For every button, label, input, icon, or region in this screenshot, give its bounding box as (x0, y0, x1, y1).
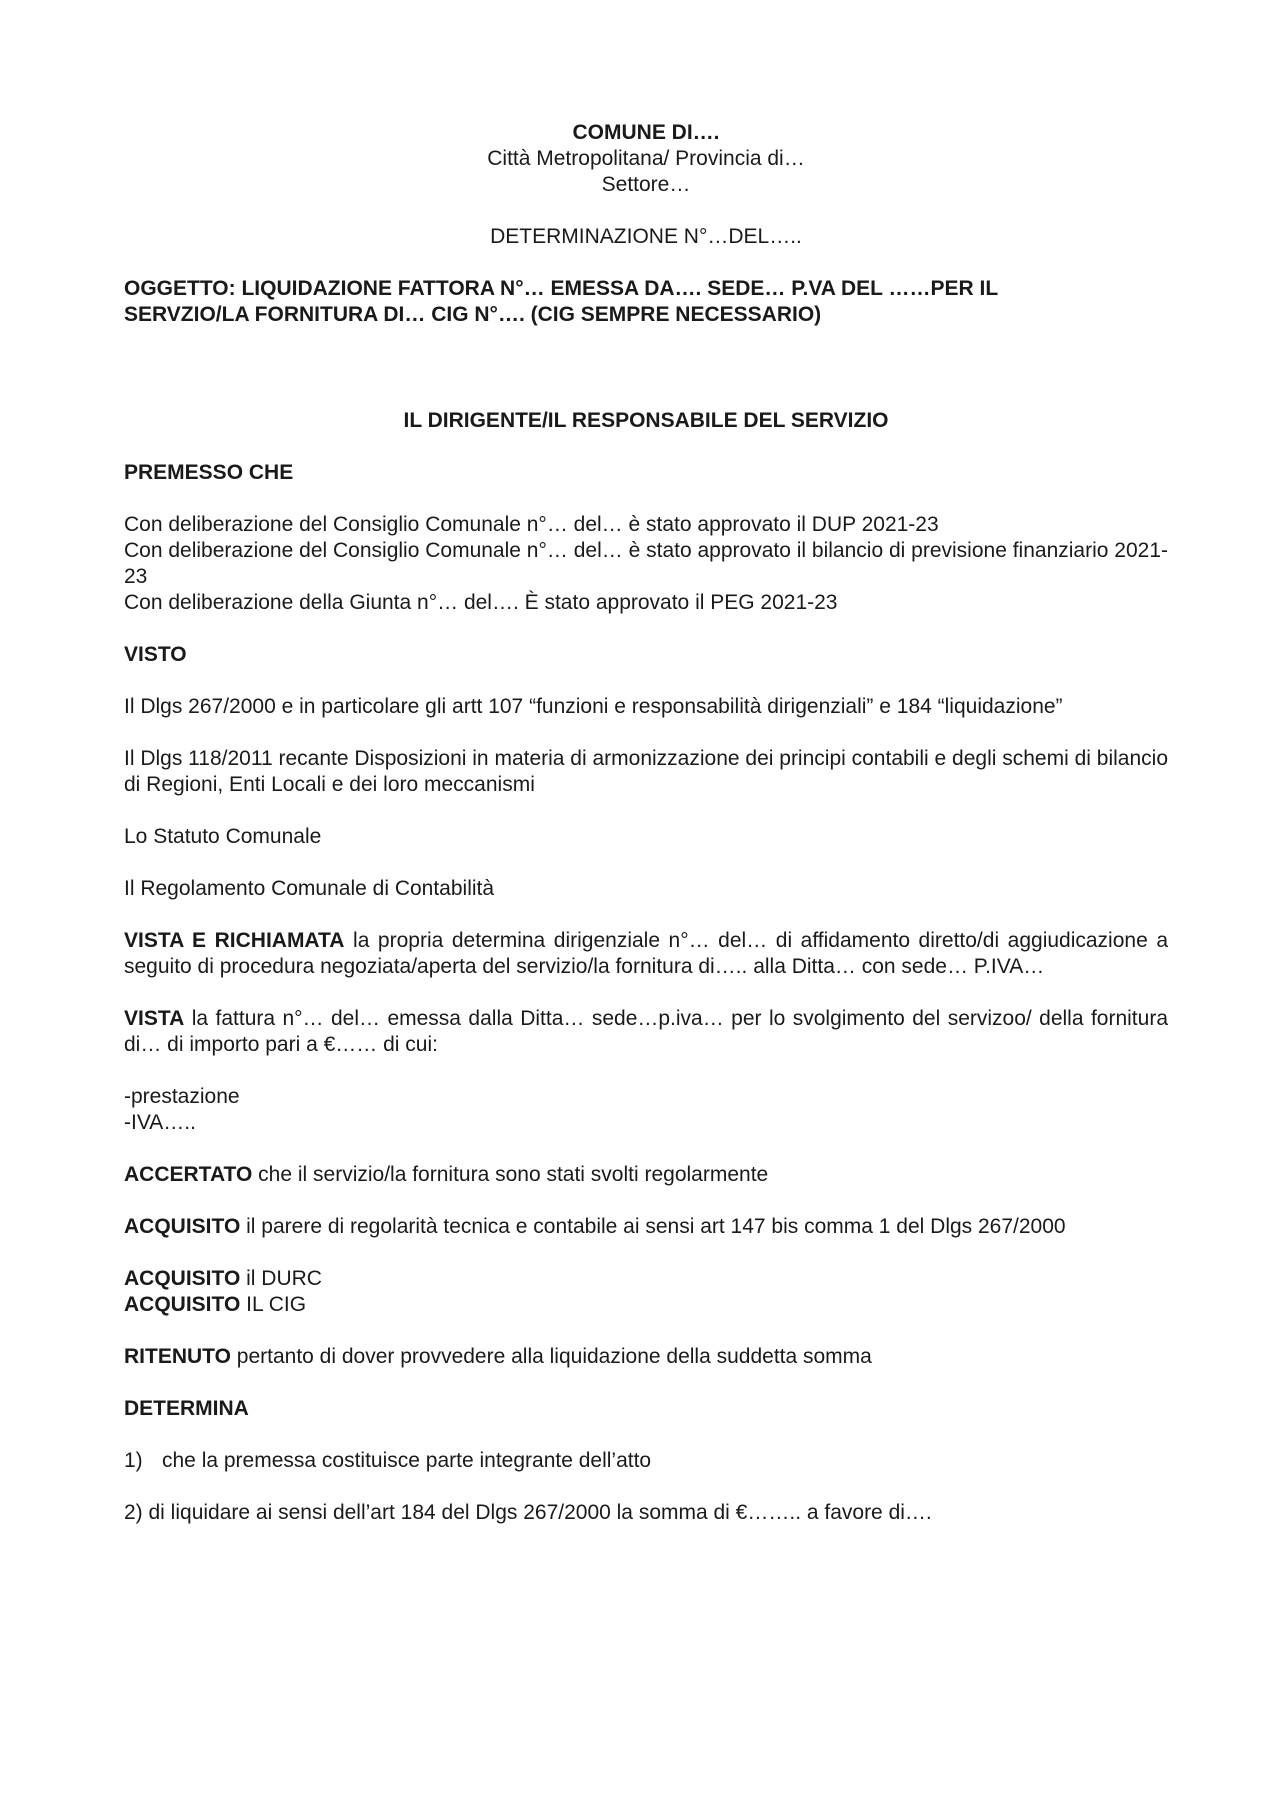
acquisito-cig-label: ACQUISITO (124, 1293, 241, 1316)
oggetto-line-2: SERVZIO/LA FORNITURA DI… CIG N°…. (CIG SEMPRE NECESSARIO) (124, 303, 822, 326)
vista-richiamata-label: VISTA E RICHIAMATA (124, 929, 345, 952)
vista-richiamata-text: la propria determina dirigenziale n°… del… di affidamento diretto/di aggiudicazione a seguito di procedura negoziata/aperta del servizio/la fornitura di….. alla Ditta… con sede… P.IVA… (124, 929, 1168, 978)
determina-item-1 (124, 1448, 1168, 1474)
breakdown-line-2: -IVA….. (124, 1111, 196, 1134)
acquisito-parere-paragraph (124, 1214, 1168, 1240)
acquisito-parere-text: il parere di regolarità tecnica e contabile ai sensi art 147 bis comma 1 del Dlgs 267/2000 (240, 1215, 1066, 1238)
provincia-line: Città Metropolitana/ Provincia di… (487, 147, 805, 170)
determina-item-1-number: 1) (124, 1449, 143, 1472)
vista-text: la fattura n°… del… emessa dalla Ditta… sede…p.iva… per lo svolgimento del servizoo/ della fornitura di… di importo pari a €…… di cui: (124, 1007, 1168, 1056)
ritenuto-paragraph (124, 1344, 1168, 1370)
premesso-line-1: Con deliberazione del Consiglio Comunale n°… del… è stato approvato il DUP 2021-23 (124, 513, 939, 536)
document-page (124, 120, 1168, 1526)
acquisito-durc-line (124, 1266, 1168, 1292)
accertato-paragraph (124, 1162, 1168, 1188)
visto-paragraph-1: Il Dlgs 267/2000 e in particolare gli artt 107 “funzioni e responsabilità dirigenziali” e 184 “liquidazione” (124, 695, 1063, 718)
determina-item-2: 2) di liquidare ai sensi dell’art 184 del Dlgs 267/2000 la somma di €…….. a favore di…. (124, 1501, 932, 1524)
determina-heading: DETERMINA (124, 1397, 249, 1420)
premesso-line-2: Con deliberazione del Consiglio Comunale n°… del… è stato approvato il bilancio di previsione finanziario 2021-23 (124, 539, 1168, 588)
ritenuto-label: RITENUTO (124, 1345, 231, 1368)
acquisito-durc-text: il DURC (240, 1267, 322, 1290)
visto-paragraph-2: Il Dlgs 118/2011 recante Disposizioni in materia di armonizzazione dei principi contabili e degli schemi di bilancio di Regioni, Enti Locali e dei loro meccanismi (124, 747, 1168, 796)
acquisito-durc-label: ACQUISITO (124, 1267, 241, 1290)
accertato-text: che il servizio/la fornitura sono stati svolti regolarmente (252, 1163, 769, 1186)
visto-paragraph-3: Lo Statuto Comunale (124, 825, 322, 848)
section-title: IL DIRIGENTE/IL RESPONSABILE DEL SERVIZIO (403, 409, 889, 432)
oggetto-line-1: OGGETTO: LIQUIDAZIONE FATTORA N°… EMESSA DA…. SEDE… P.VA DEL ……PER IL (124, 277, 999, 300)
settore-line: Settore… (601, 173, 691, 196)
determinazione-line: DETERMINAZIONE N°…DEL….. (490, 225, 802, 248)
premesso-heading: PREMESSO CHE (124, 461, 294, 484)
vista-richiamata-paragraph (124, 928, 1168, 980)
premesso-line-3: Con deliberazione della Giunta n°… del…. È stato approvato il PEG 2021-23 (124, 591, 838, 614)
breakdown-line-1: -prestazione (124, 1085, 240, 1108)
accertato-label: ACCERTATO (124, 1163, 253, 1186)
visto-paragraph-4: Il Regolamento Comunale di Contabilità (124, 877, 495, 900)
vista-paragraph (124, 1006, 1168, 1058)
acquisito-cig-text: IL CIG (240, 1293, 307, 1316)
visto-heading: VISTO (124, 643, 187, 666)
acquisito-cig-line (124, 1292, 1168, 1318)
vista-label: VISTA (124, 1007, 185, 1030)
acquisito-parere-label: ACQUISITO (124, 1215, 241, 1238)
comune-title: COMUNE DI…. (572, 121, 720, 144)
determina-item-1-text: che la premessa costituisce parte integrante dell’atto (162, 1449, 652, 1472)
ritenuto-text: pertanto di dover provvedere alla liquidazione della suddetta somma (230, 1345, 872, 1368)
